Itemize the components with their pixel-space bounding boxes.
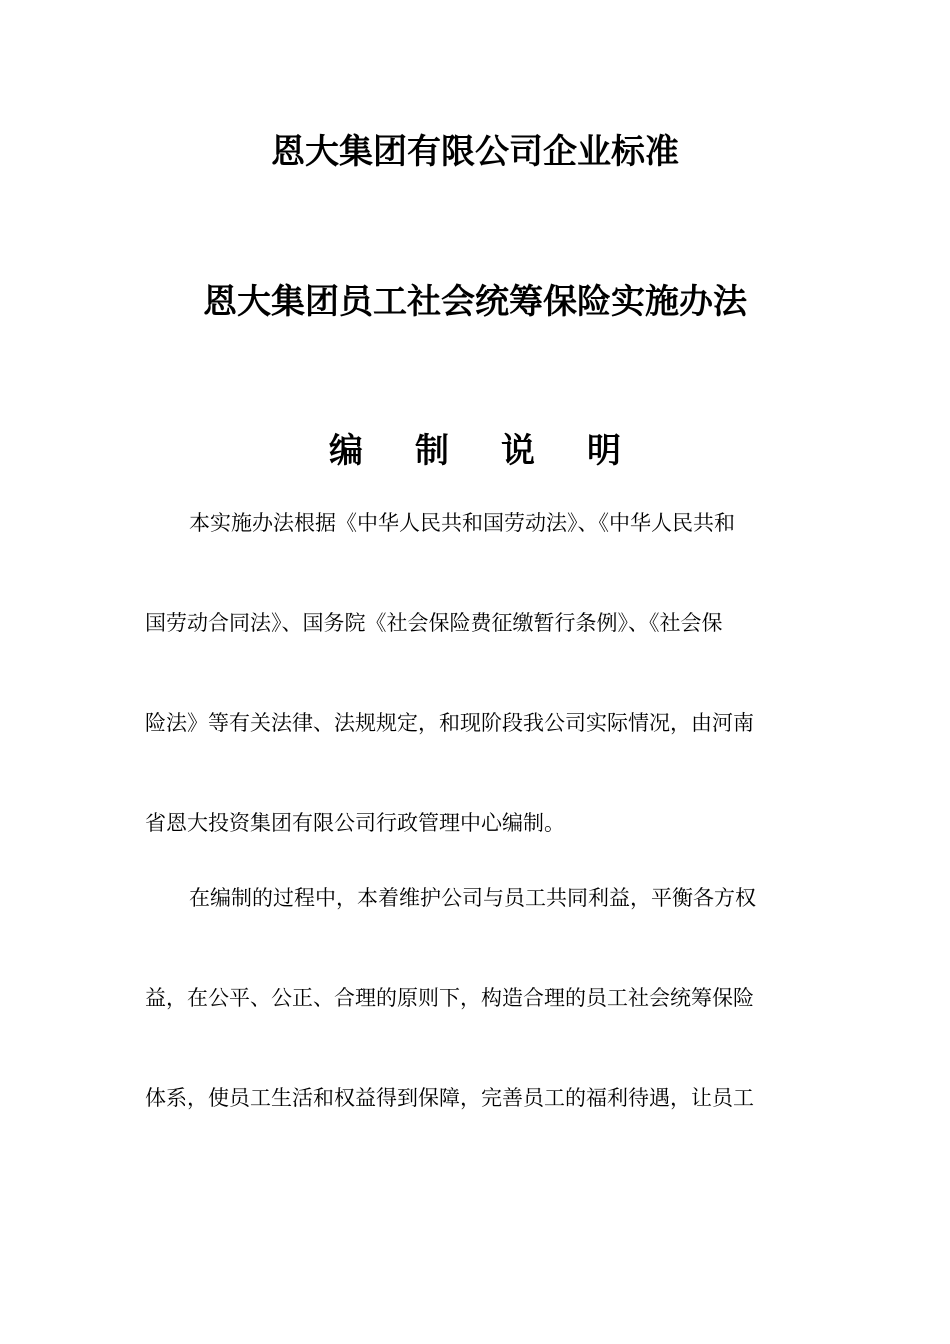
paragraph-1-line-1: 本实施办法根据《中华人民共和国劳动法》、《中华人民共和 [189, 511, 735, 535]
paragraph-2-line-1: 在编制的过程中，本着维护公司与员工共同利益，平衡各方权 [189, 886, 756, 910]
paragraph-1-line-3: 险法》等有关法律、法规规定，和现阶段我公司实际情况，由河南 [145, 711, 754, 735]
paragraph-2-line-3: 体系，使员工生活和权益得到保障，完善员工的福利待遇，让员工 [145, 1086, 754, 1110]
paragraph-1-line-2: 国劳动合同法》、国务院《社会保险费征缴暂行条例》、《社会保 [145, 611, 723, 635]
paragraph-2-line-2: 益，在公平、公正、合理的原则下，构造合理的员工社会统筹保险 [145, 986, 754, 1010]
section-title: 编制说明 [329, 431, 673, 471]
document-title: 恩大集团有限公司企业标准 [271, 132, 679, 172]
paragraph-1-line-4: 省恩大投资集团有限公司行政管理中心编制。 [145, 811, 565, 835]
document-subtitle: 恩大集团员工社会统筹保险实施办法 [203, 282, 747, 322]
